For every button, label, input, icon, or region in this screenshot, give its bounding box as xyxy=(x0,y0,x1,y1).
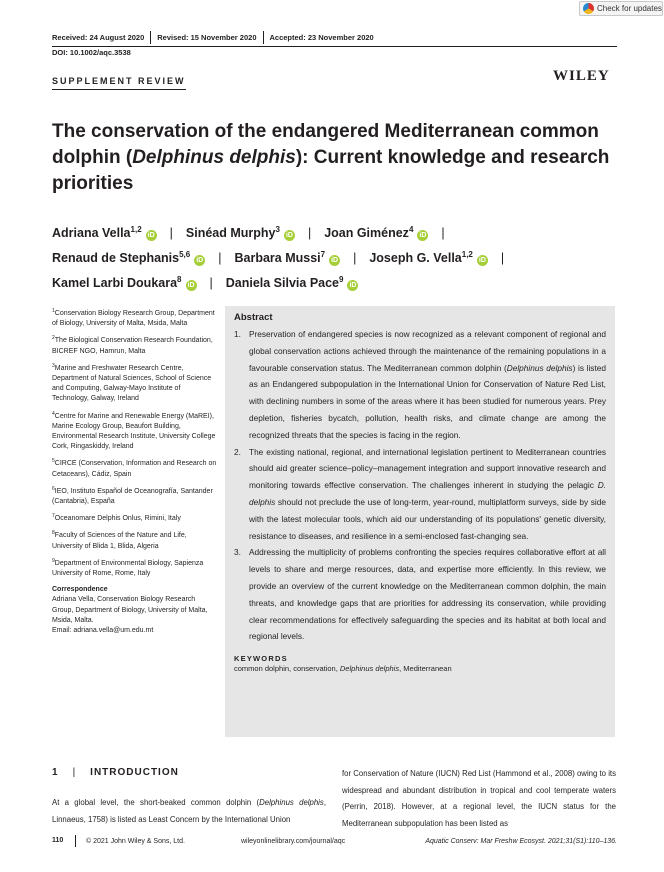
author-affiliation-sup: 1,2 xyxy=(130,225,142,234)
abstract-item-text: Preservation of endangered species is now recognized as a relevant component of regional and global conservation actions achieved through the maintenance of the remaining populations in a favourable conservation status. The Mediterranean common dolphin (Delphinus delphis) is listed as an Endangered subpopulation in the International Union for Conservation of Nature Red List, with declining numbers in some of the areas where it has been studied for numerous years. Prey depletion, fisheries bycatch, pollution, health risks, and climate change are among the recognized threats that the species is facing in the region. xyxy=(249,329,606,440)
author-name: Daniela Silvia Pace xyxy=(225,276,340,290)
body-text-column-1: At a global level, the short-beaked common dolphin (Delphinus delphis, Linnaeus, 1758) is listed as Least Concern by the International Union xyxy=(52,798,326,824)
author-name: Sinéad Murphy xyxy=(185,226,276,240)
crossmark-icon xyxy=(583,3,594,14)
author-affiliation-sup: 7 xyxy=(320,250,326,259)
author-separator: | xyxy=(169,226,173,240)
affiliation-text: IEO, Instituto Español de Oceanografía, Santander (Cantabria), España xyxy=(52,487,213,506)
affiliation xyxy=(52,333,217,356)
orcid-icon[interactable]: iD xyxy=(187,282,195,289)
page-footer xyxy=(52,834,617,848)
affiliation-sup: 1 xyxy=(52,308,55,314)
abstract-item-number: 2. xyxy=(234,446,241,457)
affiliations xyxy=(52,306,217,636)
orcid-icon[interactable]: iD xyxy=(285,232,293,239)
author-name: Kamel Larbi Doukara xyxy=(52,276,178,290)
author-affiliation-sup: 3 xyxy=(275,225,280,234)
author[interactable] xyxy=(52,244,205,269)
check-for-updates-badge[interactable] xyxy=(579,1,663,16)
keywords-heading: KEYWORDS xyxy=(234,654,288,664)
article-title xyxy=(52,119,612,197)
affiliation xyxy=(52,361,217,405)
accepted-date: Accepted: 23 November 2020 xyxy=(269,33,374,42)
publisher-logo: WILEY xyxy=(553,68,610,84)
affiliation xyxy=(52,511,217,524)
orcid-icon[interactable]: iD xyxy=(331,257,339,264)
author[interactable] xyxy=(52,269,197,294)
author[interactable] xyxy=(226,269,359,294)
article-dates xyxy=(52,31,617,47)
affiliation xyxy=(52,528,217,551)
affiliation xyxy=(52,306,217,329)
abstract-item xyxy=(234,544,606,645)
revised-date: Revised: 15 November 2020 xyxy=(157,31,263,44)
section-title: INTRODUCTION xyxy=(90,767,179,778)
affiliation-sup: 5 xyxy=(52,458,55,465)
title-part-1: The conservation of the endangered Mediterranean common dolphin ( xyxy=(52,121,599,168)
author-separator: | xyxy=(307,226,312,240)
author[interactable] xyxy=(369,244,488,269)
orcid-icon[interactable]: iD xyxy=(349,282,357,289)
orcid-icon[interactable]: iD xyxy=(147,232,155,239)
affiliation xyxy=(52,456,217,479)
author-list xyxy=(52,219,617,294)
author-name: Joseph G. Vella xyxy=(369,251,462,265)
title-species: Delphinus delphis xyxy=(132,147,296,168)
page-number: 110 xyxy=(52,835,76,847)
author[interactable] xyxy=(324,219,428,244)
correspondence-email[interactable]: Email: adriana.vella@um.edu.mt xyxy=(52,627,154,635)
author-separator: | xyxy=(353,251,357,265)
title-part-2: ): Current knowledge and research priorities xyxy=(52,147,610,194)
author-name: Renaud de Stephanis xyxy=(52,251,180,265)
orcid-icon[interactable]: iD xyxy=(419,232,427,239)
author-name: Barbara Mussi xyxy=(234,251,321,265)
copyright: © 2021 John Wiley & Sons, Ltd. xyxy=(86,837,185,845)
abstract-heading: Abstract xyxy=(234,312,273,323)
author-affiliation-sup: 5,6 xyxy=(179,250,191,259)
orcid-icon[interactable]: iD xyxy=(196,257,204,264)
abstract-item-number: 3. xyxy=(234,547,241,558)
affiliation-text: CIRCE (Conservation, Information and Research on Cetaceans), Cádiz, Spain xyxy=(52,460,217,478)
correspondence-text: Adriana Vella, Conservation Biology Research Group, Department of Biology, University of Malta, Msida, Malta. xyxy=(52,596,208,624)
affiliation-sup: 3 xyxy=(52,362,55,369)
abstract-item xyxy=(234,326,606,444)
orcid-icon[interactable]: iD xyxy=(478,257,486,264)
affiliation-sup: 9 xyxy=(52,557,55,564)
author-affiliation-sup: 4 xyxy=(408,225,414,234)
check-for-updates-label: Check for updates xyxy=(597,4,662,13)
author-name: Joan Giménez xyxy=(324,226,409,240)
affiliation xyxy=(52,409,217,453)
author-name: Adriana Vella xyxy=(52,226,131,240)
doi[interactable]: DOI: 10.1002/aqc.3538 xyxy=(52,48,131,57)
author-separator: | xyxy=(218,251,222,265)
section-number: 1 xyxy=(52,767,59,778)
affiliation-text: Department of Environmental Biology, Sapienza University of Rome, Rome, Italy xyxy=(52,559,204,578)
journal-citation: Aquatic Conserv: Mar Freshw Ecosyst. 2021;31(S1):110–136. xyxy=(425,837,617,845)
author-separator: | xyxy=(441,226,445,240)
affiliation-sup: 6 xyxy=(52,485,55,492)
keywords: common dolphin, conservation, Delphinus delphis, Mediterranean xyxy=(234,664,452,674)
abstract-item-number: 1. xyxy=(234,329,241,339)
abstract-item xyxy=(234,444,606,545)
received-date: Received: 24 August 2020 xyxy=(52,31,151,44)
affiliation-text: Faculty of Sciences of the Nature and Life, University of Blida 1, Blida, Algeria xyxy=(52,532,187,550)
abstract-item-text: Addressing the multiplicity of problems confronting the species requires collaborative effort at all levels to share and merge resources, data, and expertise more efficiently. In this review, we provide an overview of the current knowledge on the Mediterranean common dolphin, the main threats, and knowledge gaps that are priorities for addressing its conservation, while providing clear recommendations for effectively safeguarding the species and its habitat at both local and regional levels. xyxy=(249,547,606,642)
journal-url[interactable]: wileyonlinelibrary.com/journal/aqc xyxy=(241,837,346,845)
affiliation-text: Conservation Biology Research Group, Department of Biology, University of Malta, Msida, Malta xyxy=(52,310,215,328)
section-heading-introduction xyxy=(52,767,179,778)
affiliation-text: The Biological Conservation Research Foundation, BICREF NGO, Hamrun, Malta xyxy=(52,337,213,355)
correspondence-heading: Correspondence xyxy=(52,586,108,594)
author-affiliation-sup: 8 xyxy=(177,275,182,284)
author-affiliation-sup: 1,2 xyxy=(461,250,473,259)
section-separator: | xyxy=(72,767,77,778)
affiliation-sup: 7 xyxy=(52,513,55,520)
abstract-list xyxy=(234,326,606,645)
author-separator: | xyxy=(209,276,213,290)
affiliation-sup: 2 xyxy=(52,335,55,342)
abstract-item-text: The existing national, regional, and international legislation pertinent to Mediterranean countries should aid greater science–policy–management integration and support innovative research and monitoring towards effective conservation. The challenges inherent in studying the pelagic D. delphis should not preclude the use of long-term, year-round, multiplatform surveys, side by side with the latest molecular tools, which aid our understanding of its populations' genetic diversity, resistance to diseases, and resilience in a semi-enclosed fast-changing sea. xyxy=(249,446,606,541)
affiliation-sup: 8 xyxy=(52,530,55,537)
affiliation-text: Marine and Freshwater Research Centre, Department of Natural Sciences, School of Science and Computing, Galway-Mayo Institute of Technology, Galway, Ireland xyxy=(52,364,212,403)
body-text-column-2: for Conservation of Nature (IUCN) Red List (Hammond et al., 2008) owing to its widespread and abundant distribution in tropical and cool temperate waters (Perrin, 2018). However, at a regional level, the IUCN status for the Mediterranean subpopulation has been listed as xyxy=(342,769,616,828)
affiliation xyxy=(52,556,217,579)
section-label: SUPPLEMENT REVIEW xyxy=(52,76,186,90)
author[interactable] xyxy=(234,244,340,269)
affiliation-text: Centre for Marine and Renewable Energy (MaREI), Marine Ecology Group, Beaufort Building, Environmental Research Institute, University College Cork, Ringaskiddy, Ireland xyxy=(52,412,216,451)
author[interactable] xyxy=(52,219,157,244)
affiliation xyxy=(52,484,217,507)
abstract-box xyxy=(225,306,615,737)
author-separator: | xyxy=(500,251,505,265)
affiliation-sup: 4 xyxy=(52,410,55,417)
author-affiliation-sup: 9 xyxy=(339,275,344,284)
author[interactable] xyxy=(186,219,295,244)
affiliation-text: Oceanomare Delphis Onlus, Rimini, Italy xyxy=(54,515,181,523)
